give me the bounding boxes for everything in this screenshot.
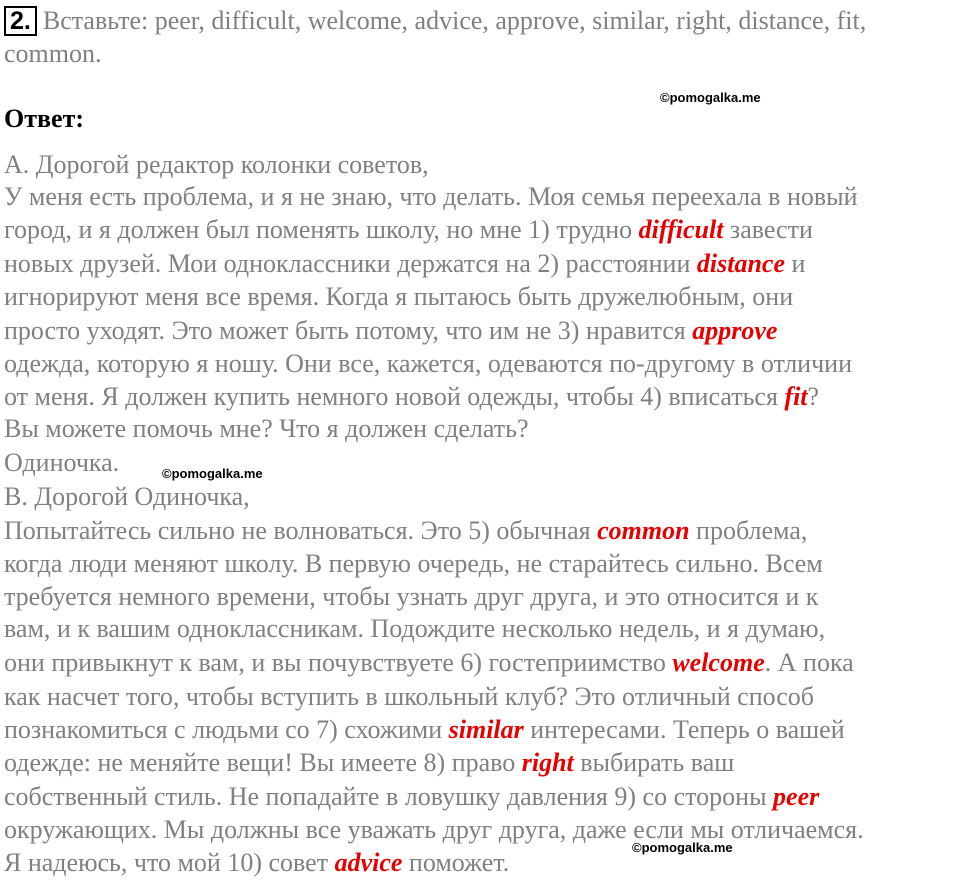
task-number: 2. [4, 6, 37, 36]
watermark: ©pomogalka.me [632, 840, 733, 855]
text-line [4, 347, 852, 380]
text-line [4, 514, 807, 547]
answer-word: similar [448, 715, 524, 744]
text-segment: и [785, 249, 806, 278]
watermark: ©pomogalka.me [162, 466, 263, 481]
text-segment: А. Дорогой редактор колонки советов, [4, 150, 429, 179]
text-segment: В. Дорогой Одиночка, [4, 482, 250, 511]
text-segment: Попытайтесь сильно не волноваться. Это 5) обычная [4, 516, 598, 545]
text-segment: от меня. Я должен купить немного новой одежды, чтобы 4) вписаться [4, 382, 785, 411]
answer-word: welcome [672, 648, 765, 677]
text-line [4, 480, 250, 513]
text-segment: поможет. [402, 848, 510, 877]
text-segment: завести [723, 215, 813, 244]
text-segment: интересами. Теперь о вашей [523, 715, 845, 744]
text-segment: требуется немного времени, чтобы узнать друг друга, и это относится и к [4, 582, 819, 611]
text-line [4, 646, 854, 679]
text-segment: ? [807, 382, 820, 411]
text-line [4, 713, 845, 746]
text-segment: как насчет того, чтобы вступить в школьный клуб? Это отличный способ [4, 682, 815, 711]
answer-word: distance [696, 249, 785, 278]
text-line [4, 280, 793, 313]
answer-word: right [521, 748, 574, 777]
text-line [4, 612, 825, 645]
text-segment: проблема, [689, 516, 808, 545]
text-line [4, 213, 813, 246]
text-segment: . А пока [764, 648, 854, 677]
answer-word: approve [692, 316, 778, 345]
text-line [4, 846, 509, 879]
text-segment: вам, и к вашим одноклассникам. Подождите несколько недель, и я думаю, [4, 614, 826, 643]
text-segment: когда люди меняют школу. В первую очередь, не старайтесь сильно. Всем [4, 549, 823, 578]
text-line [4, 780, 819, 813]
text-segment: собственный стиль. Не попадайте в ловушку давления 9) со стороны [4, 782, 774, 811]
text-line [4, 580, 818, 613]
text-segment: окружающих. Мы должны все уважать друг друга, даже если мы отличаемся. [4, 815, 864, 844]
task-instruction [4, 4, 954, 70]
text-segment: Вы можете помочь мне? Что я должен сделать? [4, 414, 529, 443]
text-segment: они привыкнут к вам, и вы почувствуете 6) гостеприимство [4, 648, 673, 677]
text-line [4, 148, 429, 181]
answer-word: common [597, 516, 690, 545]
text-line [4, 412, 528, 445]
text-line [4, 247, 805, 280]
text-segment: город, и я должен был поменять школу, но мне 1) трудно [4, 215, 639, 244]
instruction-text: Вставьте: peer, difficult, welcome, advice, approve, similar, right, distance, fit, common. [4, 6, 867, 68]
text-segment: игнорируют меня все время. Когда я пытаюсь быть дружелюбным, они [4, 282, 794, 311]
text-segment: познакомиться с людьми со 7) схожими [4, 715, 449, 744]
text-line [4, 380, 819, 413]
text-segment: новых друзей. Мои одноклассники держатся на 2) расстоянии [4, 249, 697, 278]
text-segment: У меня есть проблема, и я не знаю, что делать. Моя семья переехала в новый [4, 182, 858, 211]
answer-word: peer [773, 782, 820, 811]
text-segment: Я надеюсь, что мой 10) совет [4, 848, 335, 877]
watermark: ©pomogalka.me [660, 90, 761, 105]
text-line [4, 446, 119, 479]
text-segment: просто уходят. Это может быть потому, что им не 3) нравится [4, 316, 693, 345]
text-segment: Одиночка. [4, 448, 120, 477]
text-line [4, 813, 864, 846]
answer-word: fit [784, 382, 808, 411]
text-line [4, 180, 858, 213]
text-line [4, 314, 777, 347]
answer-heading: Ответ: [4, 104, 85, 133]
answer-word: advice [334, 848, 403, 877]
answer-word: difficult [638, 215, 724, 244]
text-segment: выбирать ваш [573, 748, 735, 777]
text-line [4, 680, 814, 713]
text-segment: одежда, которую я ношу. Они все, кажется, одеваются по-другому в отличии [4, 349, 852, 378]
text-line [4, 547, 823, 580]
text-segment: одежде: не меняйте вещи! Вы имеете 8) право [4, 748, 522, 777]
text-line [4, 746, 734, 779]
